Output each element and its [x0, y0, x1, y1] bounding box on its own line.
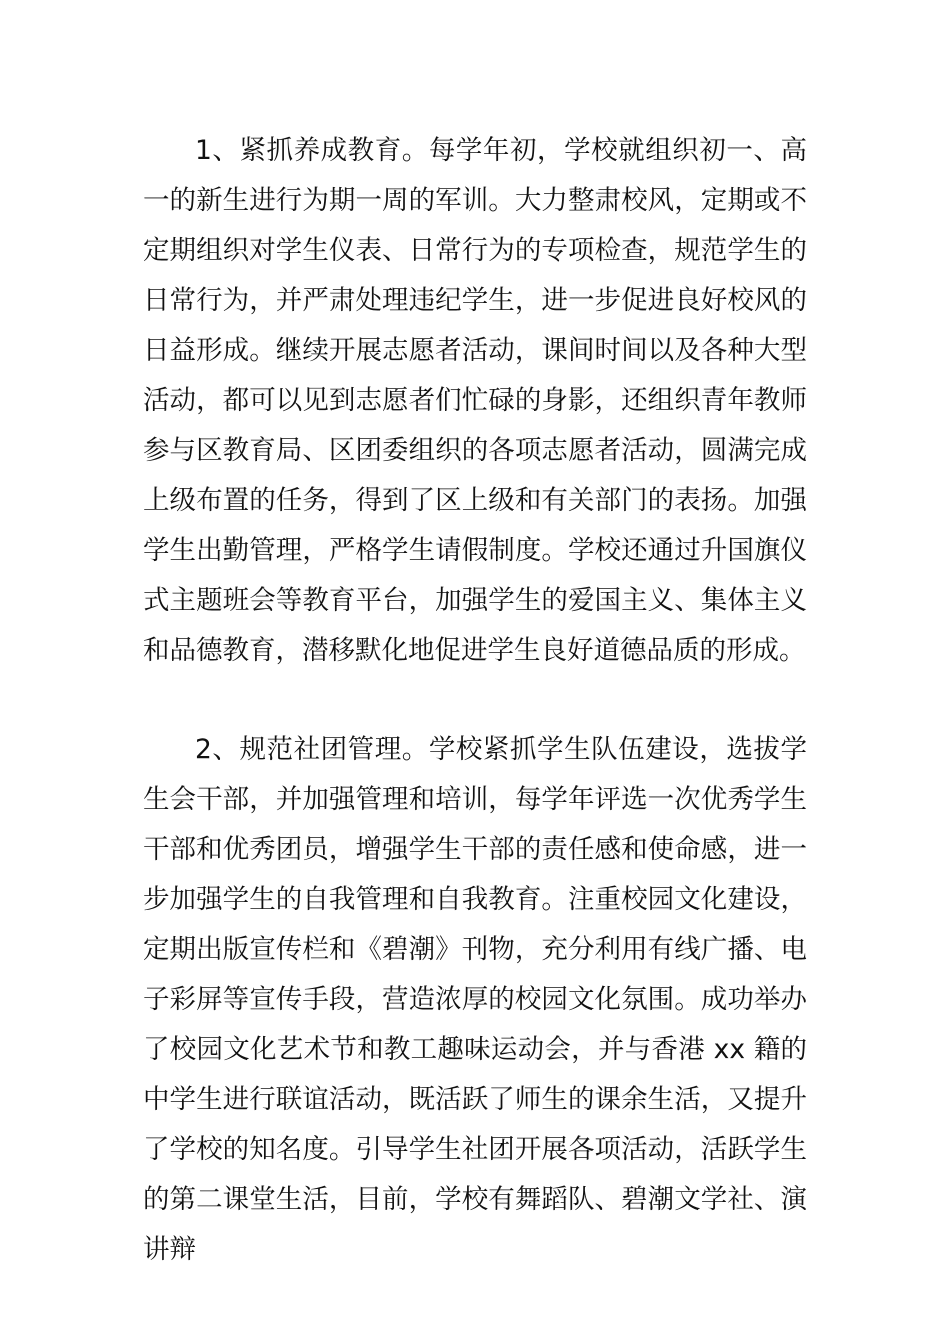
paragraph-training-education: 1、紧抓养成教育。每学年初，学校就组织初一、高一的新生进行为期一周的军训。大力整肃校风，定期或不定期组织对学生仪表、日常行为的专项检查，规范学生的日常行为，并严肃处理违纪学生，进一步促进良好校风的日益形成。继续开展志愿者活动，课间时间以及各种大型活动，都可以见到志愿者们忙碌的身影，还组织青年教师参与区教育局、区团委组织的各项志愿者活动，圆满完成上级布置的任务，得到了区上级和有关部门的表扬。加强学生出勤管理，严格学生请假制度。学校还通过升国旗仪式主题班会等教育平台，加强学生的爱国主义、集体主义和品德教育，潜移默化地促进学生良好道德品质的形成。	[143, 135, 807, 666]
paragraph-club-management: 2、规范社团管理。学校紧抓学生队伍建设，选拔学生会干部，并加强管理和培训，每学年评选一次优秀学生干部和优秀团员，增强学生干部的责任感和使命感，进一步加强学生的自我管理和自我教育。注重校园文化建设，定期出版宣传栏和《碧潮》刊物，充分利用有线广播、电子彩屏等宣传手段，营造浓厚的校园文化氛围。成功举办了校园文化艺术节和教工趣味运动会，并与香港 xx 籍的中学生进行联谊活动，既活跃了师生的课余生活，又提升了学校的知名度。引导学生社团开展各项活动，活跃学生的第二课堂生活，目前，学校有舞蹈队、碧潮文学社、演讲辩	[143, 734, 807, 1265]
